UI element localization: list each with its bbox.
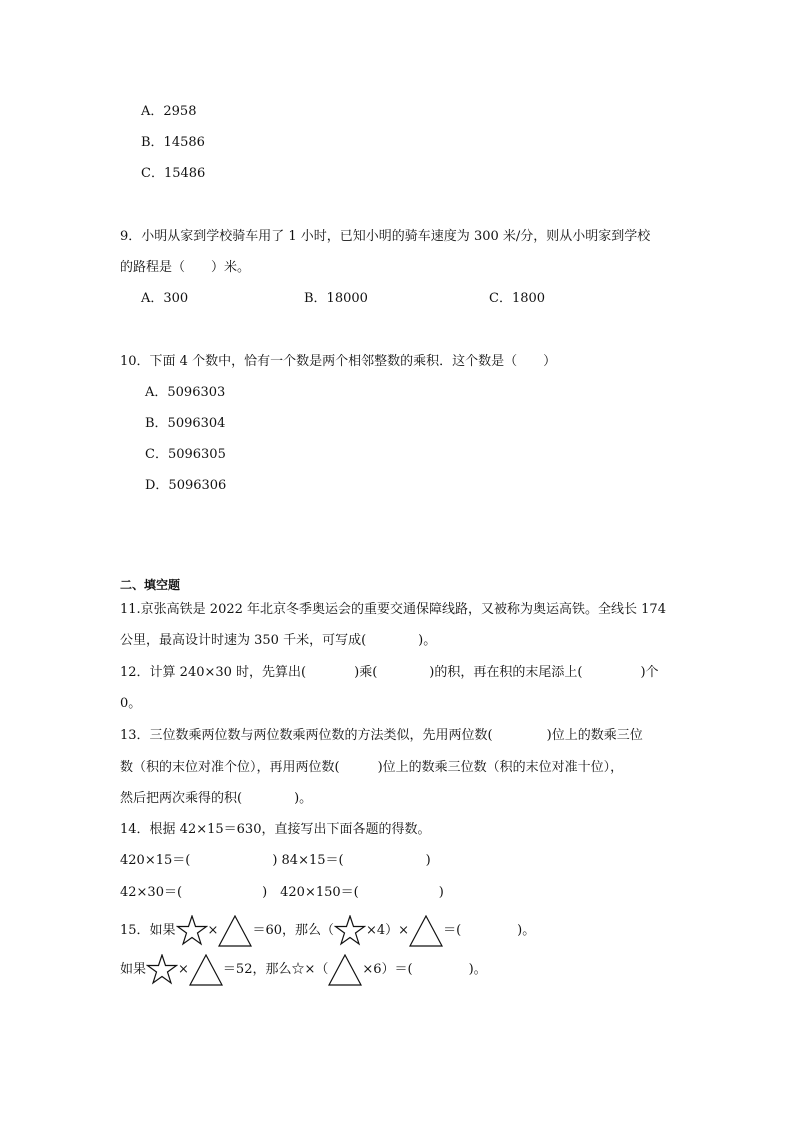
triangle-icon — [328, 954, 362, 986]
q14-stem: 14．根据 42×15＝630，直接写出下面各题的得数。 — [120, 822, 431, 837]
q11-stem-line2 — [120, 633, 436, 649]
q13-text-c: 数（积的末位对准个位），再用两位数( — [120, 760, 340, 775]
q15-text-a: 15．如果 — [120, 923, 176, 938]
q13-stem-line3 — [120, 791, 312, 807]
q13-text-b: )位上的数乘三位 — [546, 728, 643, 743]
q12-text-d: )个 — [640, 665, 659, 680]
section-heading: 二、填空题 — [120, 578, 181, 592]
q12-text-b: )乘( — [354, 665, 378, 680]
triangle-icon — [409, 915, 443, 947]
q15-text-g: 如果 — [120, 962, 147, 977]
q10-option-a: A．5096303 — [145, 385, 226, 400]
q14-eq2-close: ) — [425, 853, 431, 868]
q15-text-e: ＝( — [443, 923, 462, 938]
q14-equation-row-1 — [120, 853, 431, 869]
q15-text-d: ×4）× — [366, 923, 410, 938]
q13-stem-line1 — [120, 728, 643, 744]
q9-stem-line1: 9．小明从家到学校骑车用了 1 小时，已知小明的骑车速度为 300 米/分，则从小明家到学校 — [120, 229, 651, 244]
q15-text-h: ＝52，那么☆×（ — [222, 962, 329, 977]
q14-equation-row-2 — [120, 885, 444, 901]
q13-stem-line2 — [120, 760, 623, 776]
q9-stem-line2: 的路程是（ ）米。 — [120, 260, 251, 275]
q13-text-f: )。 — [294, 791, 313, 806]
q9-option-c: C．1800 — [489, 291, 546, 306]
q10-option-d: D．5096306 — [145, 478, 227, 493]
q8-option-a: A．2958 — [141, 104, 197, 119]
q15-text-j: )。 — [468, 962, 487, 977]
q12-text-c: )的积，再在积的末尾添上( — [429, 665, 583, 680]
q14-eq1-text: 420×15＝( — [120, 853, 191, 868]
triangle-icon — [189, 954, 223, 986]
q13-text-e: 然后把两次乘得的积( — [120, 791, 243, 806]
q15-text-f: )。 — [517, 923, 536, 938]
q14-eq3-text: 42×30＝( — [120, 885, 183, 900]
q15-line-2 — [120, 951, 487, 989]
q11-text-b: )。 — [418, 633, 437, 648]
triangle-icon — [218, 915, 252, 947]
q15-times-1: × — [207, 923, 219, 938]
q12-stem-line2: 0。 — [120, 696, 142, 711]
q15-text-c: ＝60，那么（ — [252, 923, 334, 938]
q15-times-2: × — [178, 962, 189, 977]
q15-line-1 — [120, 912, 535, 950]
q10-option-b: B．5096304 — [145, 416, 226, 431]
q14-eq4-close: ) — [438, 885, 444, 900]
q12-stem-line1 — [120, 665, 659, 681]
q11-text-a: 公里，最高设计时速为 350 千米，可写成( — [120, 633, 367, 648]
q10-option-c: C．5096305 — [145, 447, 226, 462]
q15-text-i: ×6）＝( — [362, 962, 413, 977]
star-icon — [176, 915, 208, 947]
q14-eq2-text: ) 84×15＝( — [272, 853, 344, 868]
q9-option-a: A．300 — [141, 291, 189, 306]
q8-option-c: C．15486 — [141, 166, 206, 181]
q12-text-a: 12．计算 240×30 时，先算出( — [120, 665, 307, 680]
q13-text-a: 13．三位数乘两位数与两位数乘两位数的方法类似，先用两位数( — [120, 728, 493, 743]
q11-stem-line1: 11.京张高铁是 2022 年北京冬季奥运会的重要交通保障线路，又被称为奥运高铁。全线长 174 — [120, 602, 666, 617]
star-icon — [334, 915, 366, 947]
q8-option-b: B．14586 — [141, 135, 205, 150]
q9-option-b: B．18000 — [304, 291, 368, 306]
q13-text-d: )位上的数乘三位数（积的末位对准十位）， — [377, 760, 624, 775]
q14-eq4-text: ) 420×150＝( — [262, 885, 359, 900]
star-icon — [146, 954, 178, 986]
q10-stem: 10．下面 4 个数中，恰有一个数是两个相邻整数的乘积．这个数是（ ） — [120, 354, 557, 369]
